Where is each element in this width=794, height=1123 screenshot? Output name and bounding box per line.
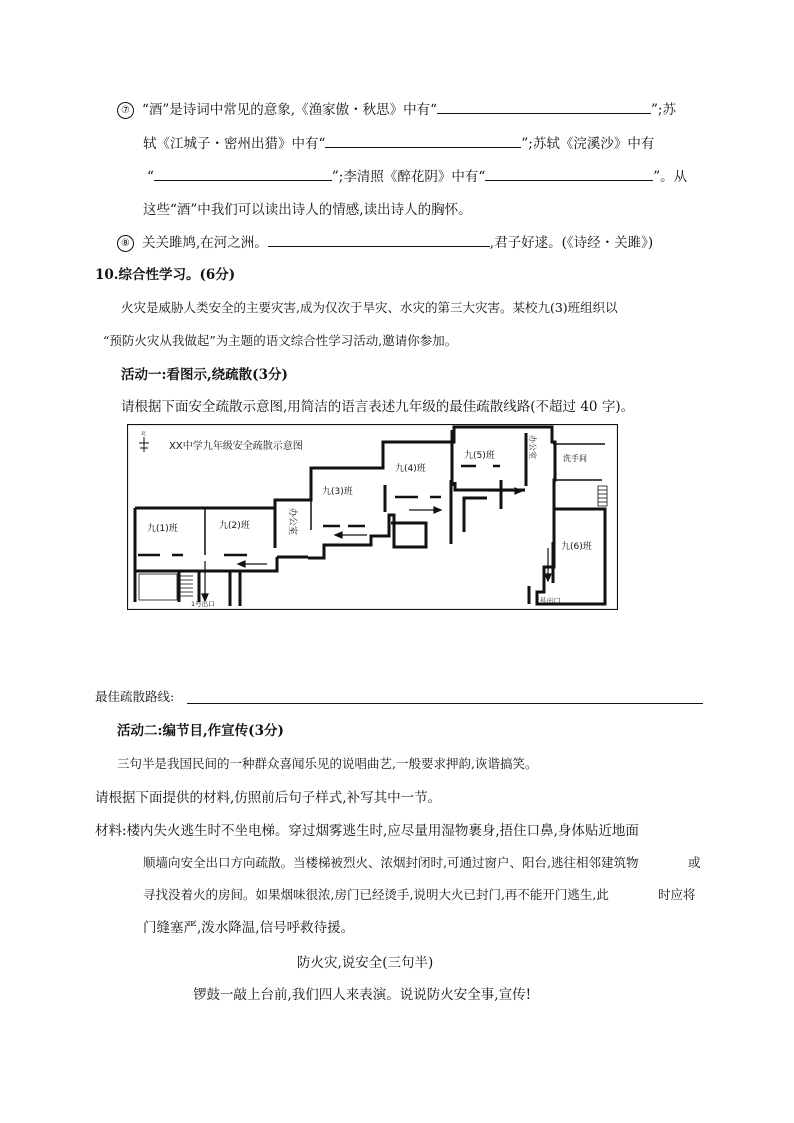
q9-item7-line1: ⑦ “酒”是诗词中常见的意象,《渔家傲・秋思》中有“ ”;苏 xyxy=(117,99,676,120)
room-label-9-4: 九(4)班 xyxy=(395,464,426,474)
q9-item7-line2: 轼《江城子・密州出猎》中有“ ”;苏轼《浣溪沙》中有 xyxy=(143,133,654,154)
blank-field[interactable] xyxy=(154,166,332,181)
activity1-instruction: 请根据下面安全疏散示意图,用简洁的语言表述九年级的最佳疏散线路(不超过 40 字)。 xyxy=(121,399,635,415)
q10-title: 10.综合性学习。(6分) xyxy=(95,267,236,283)
material-line2: 顺墙向安全出口方向疏散。当楼梯被烈火、浓烟封闭时,可通过窗户、阳台,逃往相邻建筑物 xyxy=(143,855,639,870)
q9-item7-line4: 这些“酒”中我们可以读出诗人的情感,读出诗人的胸怀。 xyxy=(143,202,472,218)
room-label-9-3: 九(3)班 xyxy=(322,487,353,497)
blank-field[interactable] xyxy=(437,99,651,114)
exit-label-1: 1号出口 xyxy=(191,600,215,608)
room-label-9-1: 九(1)班 xyxy=(147,524,178,534)
room-label-9-6: 九(6)班 xyxy=(561,542,592,552)
blank-field[interactable] xyxy=(325,133,521,148)
best-route-label: 最佳疏散路线: xyxy=(95,689,175,704)
q10-intro-line2: “预防火灾从我做起”为主题的语文综合性学习活动,邀请你参加。 xyxy=(103,333,458,348)
room-label-office-1: 办公室 xyxy=(287,508,297,536)
activity1-title: 活动一:看图示,绕疏散(3分) xyxy=(121,367,288,383)
material-line3: 寻找没着火的房间。如果烟味很浓,房门已经烫手,说明大火已封门,再不能开门逃生,此 xyxy=(143,887,609,902)
room-label-9-2: 九(2)班 xyxy=(219,521,250,531)
material-line2-end: 或 xyxy=(688,855,701,870)
evacuation-diagram xyxy=(127,424,618,610)
material-line4: 门缝塞严,泼水降温,信号呼救待援。 xyxy=(143,920,355,936)
poem-title: 防火灾,说安全(三句半) xyxy=(297,955,434,971)
blank-field[interactable] xyxy=(268,232,490,247)
poem-line1: 锣鼓一敲上台前,我们四人来表演。说说防火安全事,宣传! xyxy=(193,987,532,1003)
svg-text:北: 北 xyxy=(141,431,147,437)
exit-label-2: 2号出口 xyxy=(535,597,561,605)
item-number-7: ⑦ xyxy=(117,102,134,119)
best-route-answer-line[interactable] xyxy=(187,703,703,704)
activity2-title: 活动二:编节目,作宣传(3分) xyxy=(117,723,284,739)
q9-item8: ⑧ 关关雎鸠,在河之洲。 ,君子好逑。(《诗经・关雎》) xyxy=(117,232,653,253)
activity2-instruction: 请根据下面提供的材料,仿照前后句子样式,补写其中一节。 xyxy=(95,790,442,806)
material-line3-end: 时应将 xyxy=(658,887,696,902)
blank-field[interactable] xyxy=(485,166,653,181)
activity2-desc: 三句半是我国民间的一种群众喜闻乐见的说唱曲艺,一般要求押韵,诙谐搞笑。 xyxy=(117,756,538,771)
q9-item7-line3: “ ”;李清照《醉花阴》中有“ ”。从 xyxy=(147,166,687,187)
q10-intro-line1: 火灾是威胁人类安全的主要灾害,成为仅次于旱灾、水灾的第三大灾害。某校九(3)班组织以 xyxy=(121,300,618,315)
room-label-9-5: 九(5)班 xyxy=(464,451,495,461)
diagram-title: XX中学九年级安全疏散示意图 xyxy=(169,441,303,452)
item-number-8: ⑧ xyxy=(117,235,134,252)
room-label-office-2: 办公室 xyxy=(528,435,537,459)
room-label-washroom: 洗手间 xyxy=(563,454,587,463)
material-line1: 材料:楼内失火逃生时不坐电梯。穿过烟雾逃生时,应尽量用湿物裹身,捂住口鼻,身体贴近地面 xyxy=(95,823,639,839)
